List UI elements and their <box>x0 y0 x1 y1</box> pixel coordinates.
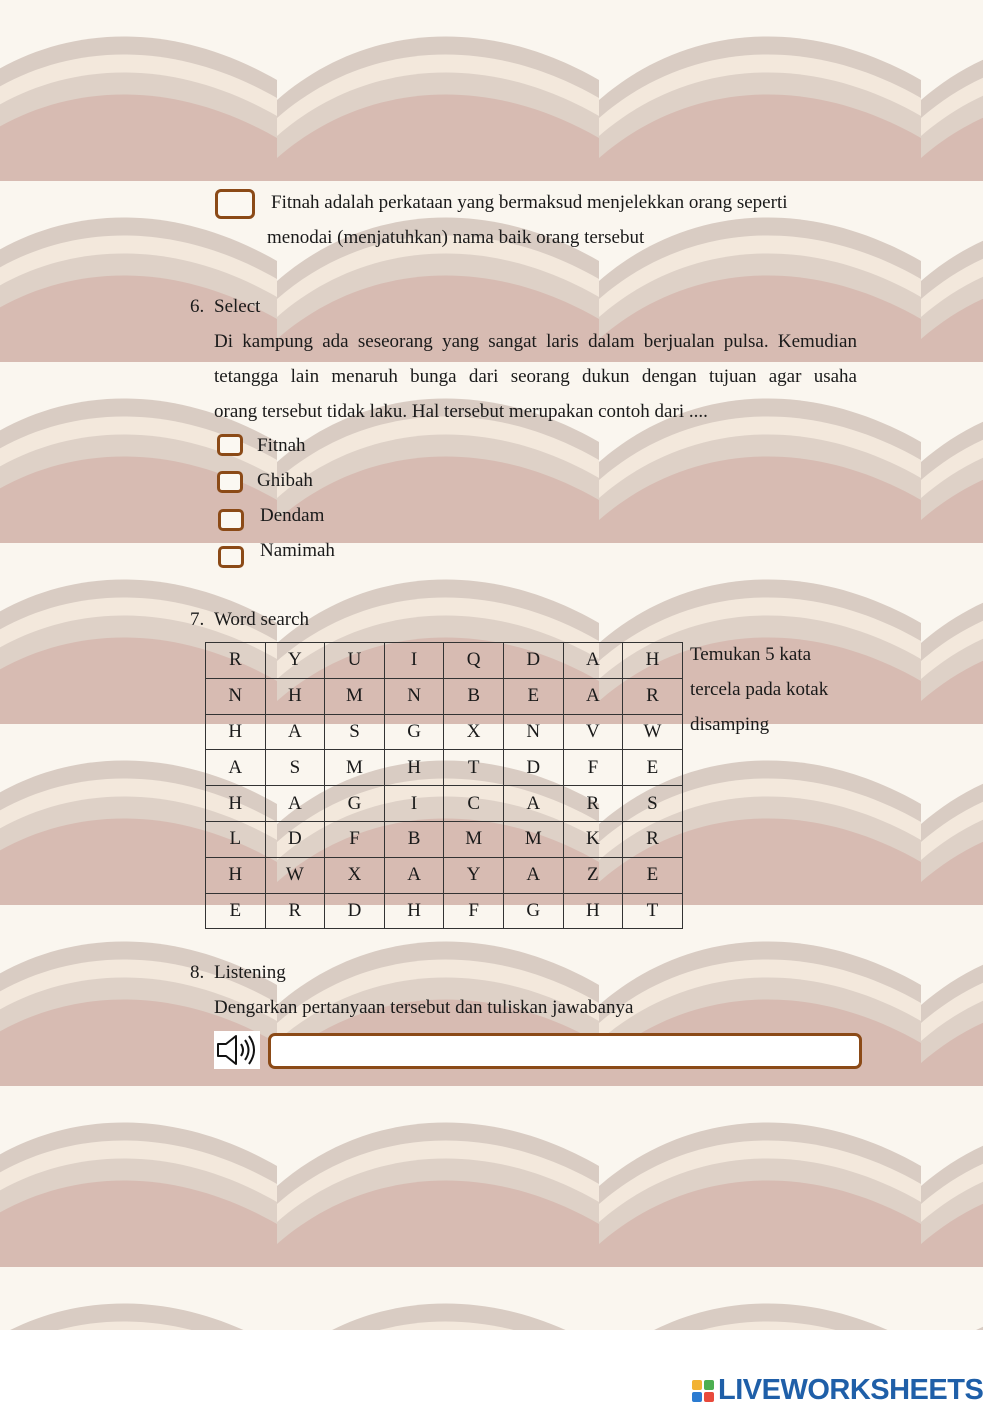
grid-cell[interactable]: T <box>623 893 683 929</box>
q8-prompt: Dengarkan pertanyaan tersebut dan tuliskan jawabanya <box>214 997 634 1018</box>
grid-cell[interactable]: G <box>384 714 444 750</box>
grid-cell[interactable]: A <box>503 786 563 822</box>
grid-cell[interactable]: A <box>265 786 325 822</box>
grid-row <box>206 643 683 679</box>
grid-cell[interactable]: Y <box>444 857 504 893</box>
grid-row <box>206 750 683 786</box>
grid-cell[interactable]: W <box>623 714 683 750</box>
grid-cell[interactable]: F <box>563 750 623 786</box>
q6-question-line3: orang tersebut tidak laku. Hal tersebut merupakan contoh dari .... <box>214 401 708 422</box>
q6-number: 6. <box>190 296 205 317</box>
grid-cell[interactable]: D <box>265 821 325 857</box>
liveworksheets-brand[interactable] <box>692 1374 983 1407</box>
grid-row <box>206 821 683 857</box>
grid-cell[interactable]: R <box>206 643 266 679</box>
speaker-icon[interactable] <box>214 1031 260 1069</box>
grid-cell[interactable]: M <box>325 750 385 786</box>
grid-cell[interactable]: E <box>503 678 563 714</box>
grid-cell[interactable]: D <box>503 750 563 786</box>
grid-cell[interactable]: A <box>265 714 325 750</box>
grid-cell[interactable]: E <box>206 893 266 929</box>
grid-cell[interactable]: F <box>325 821 385 857</box>
grid-row <box>206 714 683 750</box>
grid-cell[interactable]: A <box>503 857 563 893</box>
grid-cell[interactable]: D <box>325 893 385 929</box>
grid-cell[interactable]: H <box>265 678 325 714</box>
q6-option-label-dendam: Dendam <box>260 505 325 526</box>
grid-cell[interactable]: Q <box>444 643 504 679</box>
grid-cell[interactable]: L <box>206 821 266 857</box>
grid-cell[interactable]: B <box>444 678 504 714</box>
grid-cell[interactable]: D <box>503 643 563 679</box>
grid-cell[interactable]: S <box>325 714 385 750</box>
grid-cell[interactable]: M <box>503 821 563 857</box>
q8-answer-input[interactable] <box>268 1033 862 1069</box>
q6-question-line2: tetangga lain menaruh bunga dari seorang dukun dengan tujuan agar usaha <box>214 366 857 387</box>
grid-cell[interactable]: M <box>325 678 385 714</box>
grid-cell[interactable]: G <box>503 893 563 929</box>
grid-cell[interactable]: F <box>444 893 504 929</box>
grid-cell[interactable]: H <box>206 714 266 750</box>
grid-cell[interactable]: E <box>623 750 683 786</box>
grid-cell[interactable]: X <box>444 714 504 750</box>
q5-option-checkbox[interactable] <box>215 189 255 219</box>
grid-cell[interactable]: W <box>265 857 325 893</box>
grid-row <box>206 786 683 822</box>
grid-cell[interactable]: R <box>623 821 683 857</box>
brand-text: LIVEWORKSHEETS <box>718 1374 984 1406</box>
q5-option-text-line2: menodai (menjatuhkan) nama baik orang tersebut <box>267 227 645 248</box>
grid-cell[interactable]: G <box>325 786 385 822</box>
grid-cell[interactable]: S <box>623 786 683 822</box>
q6-option-label-ghibah: Ghibah <box>257 470 313 491</box>
grid-cell[interactable]: N <box>206 678 266 714</box>
grid-cell[interactable]: R <box>563 786 623 822</box>
q7-instruction-line1: Temukan 5 kata <box>690 644 812 665</box>
grid-cell[interactable]: I <box>384 643 444 679</box>
grid-cell[interactable]: A <box>206 750 266 786</box>
grid-cell[interactable]: A <box>563 643 623 679</box>
grid-cell[interactable]: N <box>503 714 563 750</box>
grid-row <box>206 857 683 893</box>
q7-instruction-line3: disamping <box>690 714 770 735</box>
grid-cell[interactable]: H <box>623 643 683 679</box>
q7-instruction-line2: tercela pada kotak <box>690 679 829 700</box>
grid-cell[interactable]: C <box>444 786 504 822</box>
grid-row <box>206 893 683 929</box>
q6-question-line1: Di kampung ada seseorang yang sangat laris dalam berjualan pulsa. Kemudian <box>214 331 857 352</box>
q6-option-label-namimah: Namimah <box>260 540 335 561</box>
liveworksheets-logo-icon <box>692 1380 714 1402</box>
grid-row <box>206 678 683 714</box>
grid-cell[interactable]: X <box>325 857 385 893</box>
q8-type: Listening <box>214 962 286 983</box>
q6-option-checkbox-ghibah[interactable] <box>217 471 243 493</box>
grid-cell[interactable]: K <box>563 821 623 857</box>
q6-option-checkbox-namimah[interactable] <box>218 546 244 568</box>
grid-cell[interactable]: N <box>384 678 444 714</box>
grid-cell[interactable]: A <box>384 857 444 893</box>
grid-cell[interactable]: I <box>384 786 444 822</box>
grid-cell[interactable]: H <box>206 786 266 822</box>
grid-cell[interactable]: R <box>623 678 683 714</box>
grid-cell[interactable]: E <box>623 857 683 893</box>
q6-option-checkbox-fitnah[interactable] <box>217 434 243 456</box>
grid-cell[interactable]: T <box>444 750 504 786</box>
q6-option-checkbox-dendam[interactable] <box>218 509 244 531</box>
grid-cell[interactable]: H <box>384 893 444 929</box>
q6-type: Select <box>214 296 261 317</box>
grid-cell[interactable]: B <box>384 821 444 857</box>
grid-cell[interactable]: H <box>384 750 444 786</box>
word-search-grid[interactable] <box>205 642 683 929</box>
grid-cell[interactable]: A <box>563 678 623 714</box>
q7-number: 7. <box>190 609 205 630</box>
grid-cell[interactable]: U <box>325 643 385 679</box>
grid-cell[interactable]: M <box>444 821 504 857</box>
grid-cell[interactable]: H <box>206 857 266 893</box>
grid-cell[interactable]: Y <box>265 643 325 679</box>
grid-cell[interactable]: S <box>265 750 325 786</box>
grid-cell[interactable]: H <box>563 893 623 929</box>
grid-cell[interactable]: R <box>265 893 325 929</box>
grid-cell[interactable]: V <box>563 714 623 750</box>
q5-option-text-line1: Fitnah adalah perkataan yang bermaksud menjelekkan orang seperti <box>271 192 788 213</box>
q8-number: 8. <box>190 962 205 983</box>
grid-cell[interactable]: Z <box>563 857 623 893</box>
q6-option-label-fitnah: Fitnah <box>257 435 306 456</box>
q7-type: Word search <box>214 609 310 630</box>
